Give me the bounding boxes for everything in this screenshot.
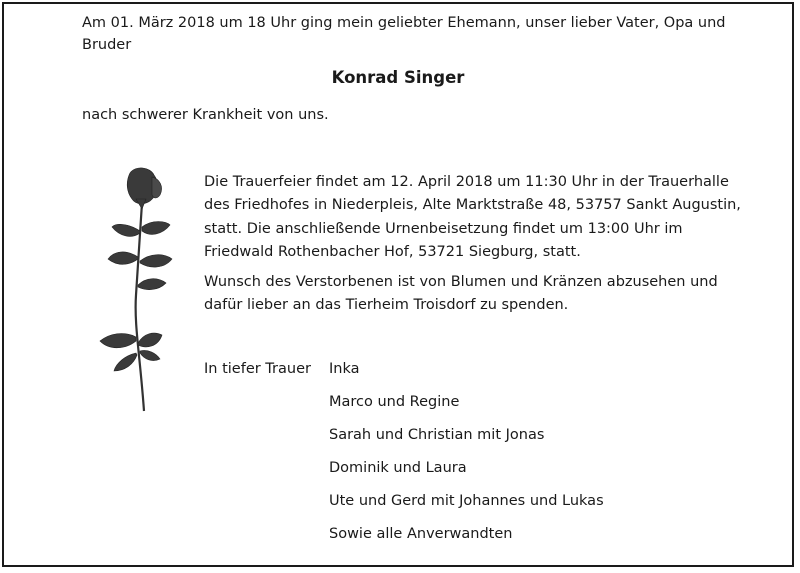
wish-line: dafür lieber an das Tierheim Troisdorf zu spenden. xyxy=(204,297,569,314)
funeral-line: Friedwald Rothenbacher Hof, 53721 Siegburg, statt. xyxy=(204,243,581,260)
mourner-name: Ute und Gerd mit Johannes und Lukas xyxy=(329,493,604,509)
mourner-name: Dominik und Laura xyxy=(329,460,467,476)
after-name-text: nach schwerer Krankheit von uns. xyxy=(82,107,329,123)
deceased-name: Konrad Singer xyxy=(331,68,465,87)
mourner-name: Sowie alle Anverwandten xyxy=(329,526,513,542)
intro-line-1: Am 01. März 2018 um 18 Uhr ging mein geliebter Ehemann, unser lieber Vater, Opa und xyxy=(82,15,726,31)
intro-line-2: Bruder xyxy=(82,37,132,53)
mourner-name: Marco und Regine xyxy=(329,394,460,410)
funeral-line: statt. Die anschließende Urnenbeisetzung findet um 13:00 Uhr im xyxy=(204,220,683,237)
mourner-name: Sarah und Christian mit Jonas xyxy=(329,427,545,443)
intro-text xyxy=(82,12,726,56)
wish-paragraph xyxy=(204,271,718,318)
funeral-line: des Friedhofes in Niederpleis, Alte Marktstraße 48, 53757 Sankt Augustin, xyxy=(204,197,741,214)
mourner-name: Inka xyxy=(329,361,360,377)
funeral-line: Die Trauerfeier findet am 12. April 2018 um 11:30 Uhr in der Trauerhalle xyxy=(204,174,729,190)
funeral-paragraph xyxy=(204,171,741,264)
rose-icon xyxy=(80,165,190,415)
mourners-label: In tiefer Trauer xyxy=(204,361,311,377)
wish-line: Wunsch des Verstorbenen ist von Blumen und Kränzen abzusehen und xyxy=(204,274,718,290)
